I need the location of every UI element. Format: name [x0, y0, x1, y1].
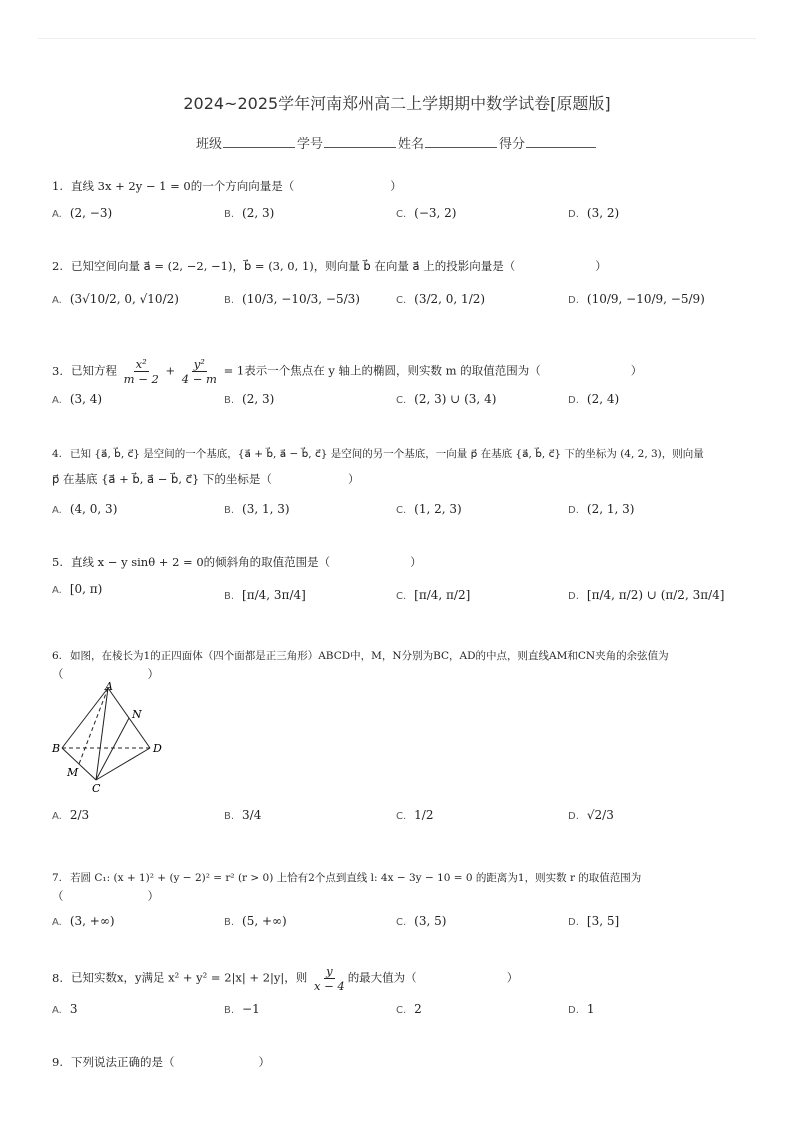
question-close-paren: ）: [506, 970, 519, 985]
question-9: [52, 1053, 754, 1071]
question-text-a: 已知实数x，y满足 x² + y² = 2|x| + 2|y|，则: [70, 970, 308, 985]
option-c[interactable]: C. [π/4, π/2]: [396, 588, 471, 602]
fraction-x2: $\frac{\text{x²}}{m - 2}$: [123, 357, 159, 386]
question-close-paren: ）: [258, 1055, 270, 1069]
option-d[interactable]: D. 1: [568, 1002, 595, 1016]
option-text: (3/2, 0, 1/2): [414, 292, 486, 306]
vertex-label-b: B: [52, 742, 61, 755]
question-2: [52, 257, 754, 275]
tetrahedron-figure: [50, 682, 170, 794]
option-a[interactable]: A. (3√10/2, 0, √10/2): [52, 292, 179, 306]
option-b[interactable]: B. (10/3, −10/3, −5/3): [224, 292, 360, 306]
question-5: [52, 553, 754, 571]
vertex-label-m: M: [67, 766, 79, 779]
option-text: (4, 0, 3): [69, 502, 118, 516]
class-label: 班级: [195, 137, 222, 152]
question-text-a: 已知方程: [70, 363, 117, 378]
question-4: [52, 445, 754, 463]
score-field[interactable]: [526, 135, 596, 148]
option-text: (−3, 2): [414, 206, 457, 220]
option-d[interactable]: D. [3, 5]: [568, 914, 620, 928]
vertex-label-c: C: [92, 782, 101, 794]
question-number: 2.: [52, 259, 63, 273]
question-line-1: 已知 {a⃗, b⃗, c⃗} 是空间的一个基底，{a⃗ + b⃗, a⃗ − b⃗, c⃗} 是空间的另一个基底，一向量 p⃗ 在基底 {a⃗, b⃗, c⃗} 下的坐标为 (4, 2, 3)，则向量: [70, 448, 704, 460]
option-a[interactable]: A. [0, π): [52, 582, 103, 596]
option-text: 3/4: [242, 808, 262, 822]
question-7: [52, 869, 754, 887]
question-close-paren: ）: [410, 555, 422, 569]
vertex-label-a: A: [105, 682, 113, 693]
option-text: 1: [586, 1002, 595, 1016]
option-text: (3, 4): [69, 392, 103, 406]
question-line-2: p⃗ 在基底 {a⃗ + b⃗, a⃗ − b⃗, c⃗} 下的坐标是（: [52, 472, 272, 486]
name-field[interactable]: [425, 135, 497, 148]
option-text: (3, 1, 3): [242, 502, 290, 516]
option-text: −1: [242, 1002, 260, 1016]
question-1: [52, 177, 754, 195]
option-d[interactable]: D. (3, 2): [568, 206, 620, 220]
option-text: (2, −3): [69, 206, 113, 220]
option-b[interactable]: B. (5, +∞): [224, 914, 287, 928]
question-number: 8.: [52, 970, 63, 985]
option-c[interactable]: C. (2, 3) ∪ (3, 4): [396, 392, 497, 406]
option-c[interactable]: C. (3/2, 0, 1/2): [396, 292, 486, 306]
option-a[interactable]: A. (3, +∞): [52, 914, 115, 928]
option-a[interactable]: A. (4, 0, 3): [52, 502, 118, 516]
class-field[interactable]: [223, 135, 295, 148]
option-d[interactable]: D. [π/4, π/2) ∪ (π/2, 3π/4]: [568, 588, 725, 602]
option-b[interactable]: B. −1: [224, 1002, 260, 1016]
option-b[interactable]: B. (2, 3): [224, 206, 275, 220]
option-b[interactable]: B. [π/4, 3π/4]: [224, 588, 306, 602]
question-6: [52, 647, 754, 665]
question-close-paren: ）: [147, 889, 159, 903]
option-c[interactable]: C. 2: [396, 1002, 422, 1016]
option-c[interactable]: C. 1/2: [396, 808, 434, 822]
question-close-paren: ）: [595, 259, 607, 273]
question-number: 1.: [52, 179, 63, 193]
option-text: (1, 2, 3): [414, 502, 462, 516]
option-a[interactable]: A. 2/3: [52, 808, 90, 822]
question-line-2: （: [52, 667, 64, 681]
score-label: 得分: [499, 137, 526, 152]
option-d[interactable]: D. √2/3: [568, 808, 614, 822]
option-a[interactable]: A. (3, 4): [52, 392, 103, 406]
option-text: (3√10/2, 0, √10/2): [69, 292, 179, 306]
question-7-cont: [52, 887, 754, 905]
question-number: 5.: [52, 555, 63, 569]
vertex-label-n: N: [132, 708, 142, 721]
option-text: [π/4, 3π/4]: [242, 588, 306, 602]
question-number: 7.: [52, 872, 63, 884]
option-text: (2, 1, 3): [586, 502, 635, 516]
option-a[interactable]: A. 3: [52, 1002, 78, 1016]
question-line-1: 如图，在棱长为1的正四面体（四个面都是正三角形）ABCD中，M，N分别为BC，AD的中点，则直线AM和CN夹角的余弦值为: [70, 650, 669, 662]
option-text: (3, 2): [586, 206, 620, 220]
question-text: 直线 x − y sinθ + 2 = 0的倾斜角的取值范围是（: [70, 555, 331, 569]
student-info-line: [0, 133, 794, 152]
option-b[interactable]: B. 3/4: [224, 808, 262, 822]
question-text-b: 表示一个焦点在 y 轴上的椭圆，则实数 m 的取值范围为（: [244, 363, 541, 378]
option-b[interactable]: B. (3, 1, 3): [224, 502, 290, 516]
question-8: [52, 964, 754, 993]
option-text: (3, 5): [414, 914, 447, 928]
id-label: 学号: [296, 137, 323, 152]
option-text: 1/2: [414, 808, 434, 822]
option-text: [3, 5]: [586, 914, 620, 928]
option-c[interactable]: C. (1, 2, 3): [396, 502, 462, 516]
question-number: 6.: [52, 650, 63, 662]
question-6-cont: [52, 665, 754, 683]
option-text: 3: [69, 1002, 78, 1016]
fraction-y2: $\frac{\text{y²}}{4 - m}$: [181, 357, 217, 386]
option-d[interactable]: D. (10/9, −10/9, −5/9): [568, 292, 705, 306]
option-text: 2: [414, 1002, 422, 1016]
id-field[interactable]: [324, 135, 396, 148]
option-text: (2, 3): [242, 392, 275, 406]
option-text: [π/4, π/2) ∪ (π/2, 3π/4]: [586, 588, 725, 602]
option-text: (3, +∞): [69, 914, 115, 928]
question-close-paren: ）: [347, 472, 360, 486]
question-number: 4.: [52, 448, 63, 460]
top-rule: [38, 38, 756, 39]
question-line-1: 若圆 C₁: (x + 1)² + (y − 2)² = r² (r > 0) 上恰有2个点到直线 l: 4x − 3y − 10 = 0 的距离为1，则实数 r 的取值范围为: [70, 872, 642, 884]
option-text: (2, 3) ∪ (3, 4): [414, 392, 497, 406]
option-d[interactable]: D. (2, 1, 3): [568, 502, 635, 516]
option-text: (2, 3): [242, 206, 275, 220]
question-text: 已知空间向量 a⃗ = (2, −2, −1)，b⃗ = (3, 0, 1)，则向量 b⃗ 在向量 a⃗ 上的投影向量是（: [70, 259, 516, 273]
question-3: 3. 已知方程 $\frac{\text{x²}}{m - 2}$ + $\frac{\text{y²}}{4 - m}$ = 1表示一个焦点在 y 轴上的椭圆，则实数 m 的取值范围为（ ）: [52, 357, 643, 386]
option-text: (5, +∞): [242, 914, 287, 928]
question-number: 9.: [52, 1055, 63, 1069]
question-line-2: （: [52, 889, 64, 903]
question-number: 3.: [52, 363, 63, 378]
option-b[interactable]: B. (2, 3): [224, 392, 275, 406]
question-text: 下列说法正确的是（: [70, 1055, 175, 1069]
question-close-paren: ）: [147, 667, 159, 681]
question-close-paren: ）: [630, 363, 643, 378]
question-text-b: 的最大值为（: [347, 970, 417, 985]
option-text: 2/3: [69, 808, 90, 822]
question-4-cont: [52, 470, 754, 488]
fraction-y-over-x: $\frac{y}{x - 4}$: [313, 964, 345, 993]
option-d[interactable]: D. (2, 4): [568, 392, 620, 406]
option-text: [π/4, π/2]: [414, 588, 471, 602]
option-text: [0, π): [69, 582, 103, 596]
option-a[interactable]: A. (2, −3): [52, 206, 113, 220]
option-text: (2, 4): [586, 392, 620, 406]
vertex-label-d: D: [153, 742, 162, 755]
question-close-paren: ）: [390, 179, 402, 193]
page-title: 2024~2025学年河南郑州高二上学期期中数学试卷[原题版]: [183, 94, 611, 113]
option-text: (10/9, −10/9, −5/9): [586, 292, 705, 306]
option-text: (10/3, −10/3, −5/3): [242, 292, 360, 306]
name-label: 姓名: [398, 137, 425, 152]
option-text: √2/3: [586, 808, 614, 822]
question-text: 直线 3x + 2y − 1 = 0的一个方向向量是（: [70, 179, 295, 193]
option-c[interactable]: C. (−3, 2): [396, 206, 457, 220]
option-c[interactable]: C. (3, 5): [396, 914, 447, 928]
